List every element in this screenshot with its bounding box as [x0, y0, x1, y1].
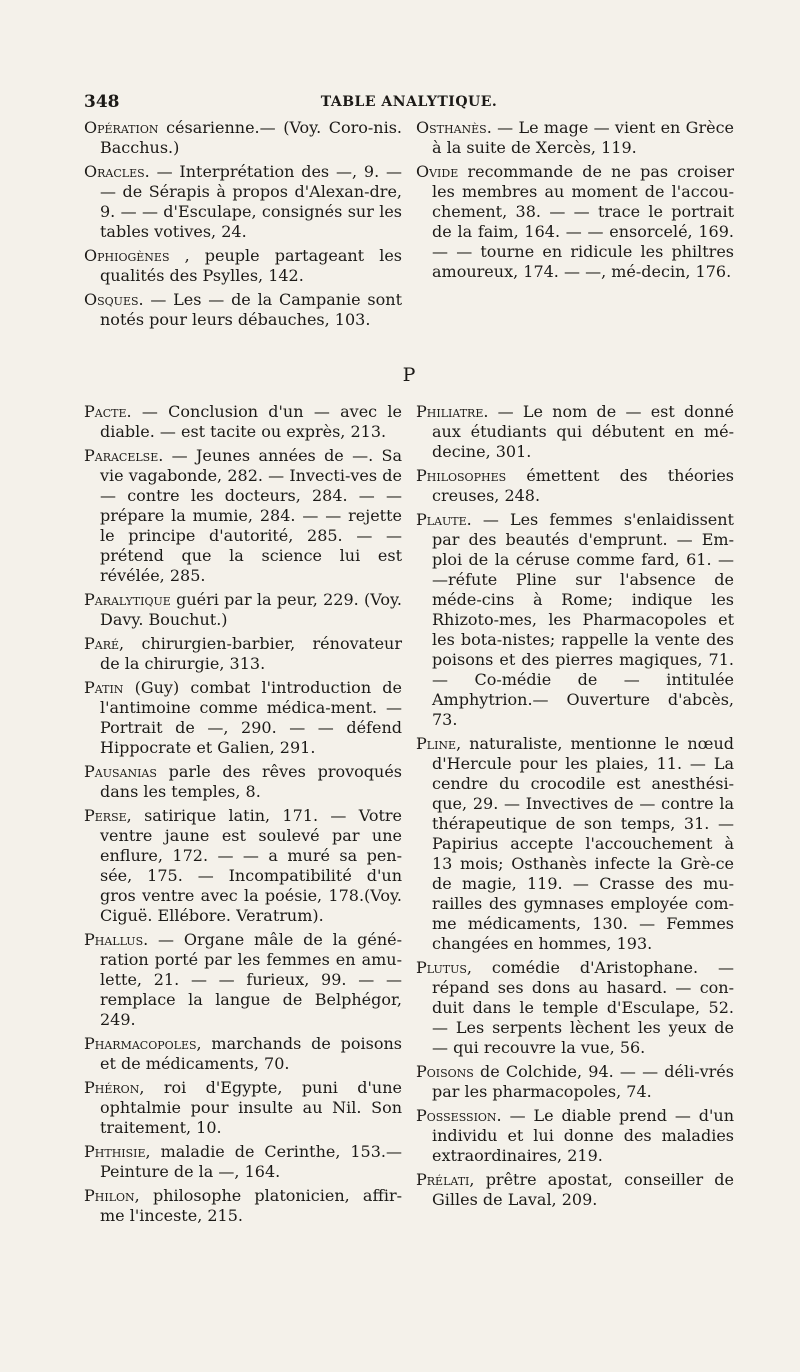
section-p — [84, 402, 734, 1230]
index-entry: Phéron, roi d'Egypte, puni d'une ophtalmie pour insulte au Nil. Son traitement, 10. — [84, 1078, 402, 1137]
index-entry: Philon, philosophe platonicien, affir-me l'inceste, 215. — [84, 1186, 403, 1225]
index-entry: Prélati, prêtre apostat, conseiller de Gilles de Laval, 209. — [416, 1170, 734, 1209]
index-entry: Patin (Guy) combat l'introduction de l'antimoine comme médica-ment. — Portrait de —, 290. — — défend Hippocrate et Galien, 291. — [84, 678, 402, 757]
index-entry: Opération césarienne.— (Voy. Coro-nis. Bacchus.) — [84, 118, 402, 157]
index-entry: Phallus. — Organe mâle de la géné-ration porté par les femmes en amu-lette, 21. — — furieux, 99. — — remplace la langue de Belphégor, 249. — [84, 930, 402, 1029]
index-page — [84, 84, 734, 1230]
index-entry: Poisons de Colchide, 94. — — déli-vrés par les pharmacopoles, 74. — [416, 1062, 734, 1101]
index-entry: Pline, naturaliste, mentionne le nœud d'Hercule pour les plaies, 11. — La cendre du crocodile est anesthési-que, 29. — Invectives de — contre la thérapeutique de son temps, 31. — Papirius accepte l'accouchement à 13 mois; Osthanès infecte la Grè-ce de magie, 119. — Crasse des mu-railles des gymnases employée com-me médicaments, 130. — Femmes changées en hommes, 193. — [416, 734, 734, 953]
page-header — [84, 84, 734, 116]
index-entry: Paracelse. — Jeunes années de —. Sa vie vagabonde, 282. — Invecti-ves de — contre les docteurs, 284. — — prépare la mumie, 284. — — rejette le principe d'autorité, 285. — — prétend que la science lui est révélée, 285. — [84, 446, 402, 585]
index-entry: Pausanias parle des rêves provoqués dans les temples, 8. — [84, 762, 402, 801]
index-entry: Paralytique guéri par la peur, 229. (Voy. Davy. Bouchut.) — [84, 590, 402, 629]
index-entry: Pacte. — Conclusion d'un — avec le diable. — est tacite ou exprès, 213. — [84, 402, 402, 441]
index-entry: Philosophes émettent des théories creuses, 248. — [416, 466, 735, 505]
column-right — [416, 118, 734, 334]
index-entry: Phthisie, maladie de Cerinthe, 153.— Peinture de la —, 164. — [84, 1142, 402, 1181]
column-left — [84, 402, 402, 1230]
page-number: 348 — [84, 92, 120, 112]
index-entry: Pharmacopoles, marchands de poisons et de médicaments, 70. — [84, 1034, 403, 1073]
index-entry: Plaute. — Les femmes s'enlaidissent par des beautés d'emprunt. — Em-ploi de la céruse comme fard, 61. — —réfute Pline sur l'absence de méde-cins à Rome; indique les Rhizoto-mes, les Pharmacopoles et les bota-nistes; rappelle la vente des poisons et des pierres magiques, 71. — Co-médie de — intitulée Amphytrion.— Ouverture d'abcès, 73. — [416, 510, 734, 729]
index-entry: Possession. — Le diable prend — d'un individu et lui donne des maladies extraordinaires, 219. — [416, 1106, 735, 1165]
index-entry: Ophiogènes , peuple partageant les qualités des Psylles, 142. — [84, 246, 402, 285]
index-entry: Oracles. — Interprétation des —, 9. — — de Sérapis à propos d'Alexan-dre, 9. — — d'Esculape, consignés sur les tables votives, 24. — [84, 162, 402, 241]
column-right — [416, 402, 734, 1230]
index-entry: Osthanès. — Le mage — vient en Grèce à la suite de Xercès, 119. — [416, 118, 734, 157]
section-letter: P — [402, 364, 416, 386]
index-entry: Osques. — Les — de la Campanie sont notés pour leurs débauches, 103. — [84, 290, 402, 329]
column-left — [84, 118, 402, 334]
index-entry: Perse, satirique latin, 171. — Votre ventre jaune est soulevé par une enflure, 172. — — a muré sa pen-sée, 175. — Incompatibilité d'un gros ventre avec la poésie, 178.(Voy. Ciguë. Ellébore. Veratrum). — [84, 806, 402, 925]
index-entry: Philiatre. — Le nom de — est donné aux étudiants qui débutent en mé-decine, 301. — [416, 402, 734, 461]
index-entry: Ovide recommande de ne pas croiser les membres au moment de l'accou-chement, 38. — — trace le portrait de la faim, 164. — — ensorcelé, 169. — — tourne en ridicule les philtres amoureux, 174. — —, mé-decin, 176. — [416, 162, 734, 281]
running-title: TABLE ANALYTIQUE. — [320, 94, 498, 110]
section-o — [84, 118, 734, 334]
index-entry: Paré, chirurgien-barbier, rénovateur de la chirurgie, 313. — [84, 634, 402, 673]
index-entry: Plutus, comédie d'Aristophane. — répand ses dons au hasard. — con-duit dans le temple d'Esculape, 52. — Les serpents lèchent les yeux de — qui recouvre la vue, 56. — [416, 958, 734, 1057]
